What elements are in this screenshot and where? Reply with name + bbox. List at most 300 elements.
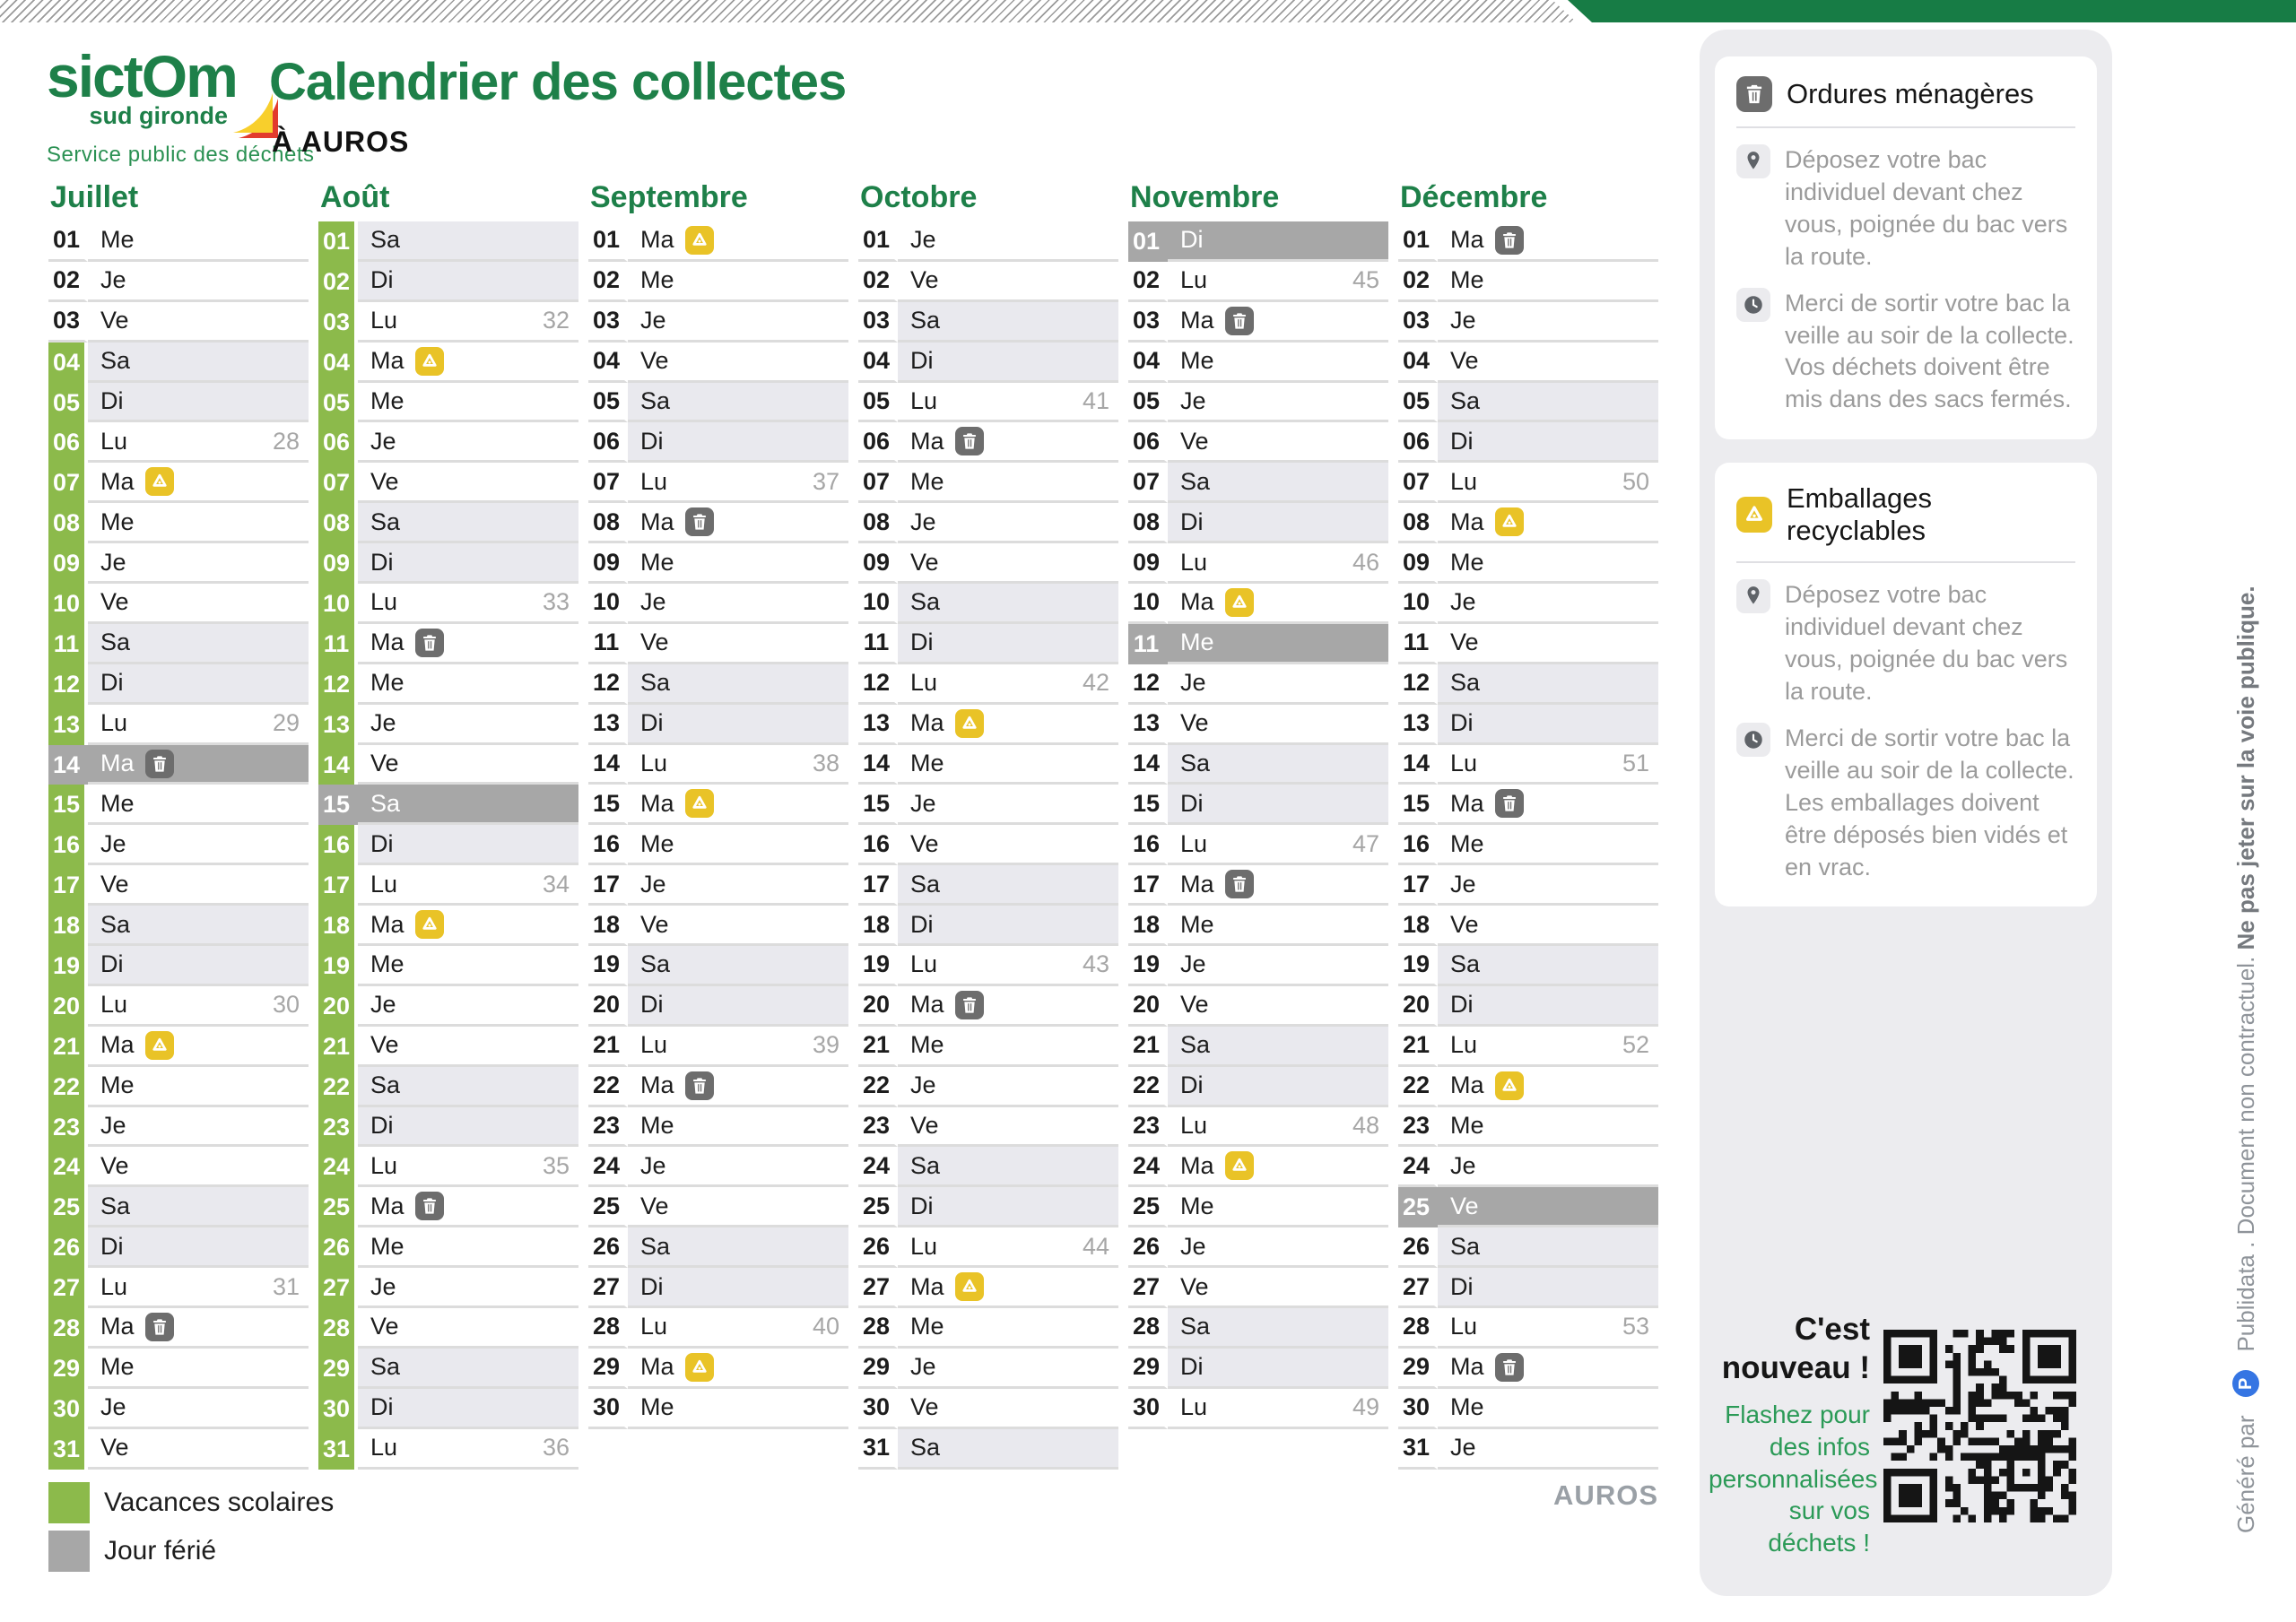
trash-icon — [955, 427, 984, 455]
day-abbrev: Je — [1180, 669, 1206, 697]
day-number: 22 — [1398, 1067, 1438, 1107]
day-row — [48, 383, 309, 423]
day-abbrev: Me — [910, 1031, 944, 1059]
month-title: Novembre — [1130, 180, 1280, 214]
day-cell — [88, 986, 309, 1027]
day-abbrev: Me — [640, 829, 674, 857]
day-row — [318, 1308, 578, 1349]
info-bullet-text: Déposez votre bac individuel devant chez vous, poignée du bac vers la route. — [1785, 146, 2068, 270]
day-cell — [88, 343, 309, 383]
day-cell — [88, 1147, 309, 1187]
day-number: 01 — [48, 221, 88, 262]
day-abbrev: Sa — [100, 1192, 131, 1219]
day-number: 30 — [1128, 1389, 1168, 1429]
day-number: 17 — [1398, 865, 1438, 906]
day-row — [1398, 986, 1658, 1027]
day-cell — [1438, 1147, 1658, 1187]
legend-label: Vacances scolaires — [104, 1488, 335, 1517]
day-number: 30 — [858, 1389, 898, 1429]
day-abbrev: Je — [640, 870, 666, 898]
calendar-grid — [48, 182, 1658, 1470]
day-row — [1128, 664, 1388, 705]
day-abbrev: Di — [370, 829, 394, 857]
day-abbrev: Lu — [370, 870, 398, 898]
edge-note — [2226, 585, 2266, 1533]
sictom-logo — [47, 43, 315, 168]
day-cell — [1168, 262, 1388, 302]
day-number: 31 — [318, 1429, 358, 1470]
day-number: 25 — [318, 1187, 358, 1227]
day-number: 18 — [588, 906, 628, 946]
day-number: 13 — [588, 705, 628, 745]
day-cell — [1438, 343, 1658, 383]
day-row — [318, 1227, 578, 1268]
day-abbrev: Lu — [910, 387, 938, 414]
day-cell — [628, 1349, 848, 1389]
day-cell — [898, 584, 1118, 624]
day-cell — [898, 422, 1118, 463]
day-abbrev: Ve — [640, 910, 669, 938]
day-abbrev: Lu — [100, 709, 128, 737]
day-row — [1398, 302, 1658, 343]
day-number: 13 — [1128, 705, 1168, 745]
day-row — [48, 422, 309, 463]
day-abbrev: Ve — [910, 829, 939, 857]
day-number: 08 — [1398, 503, 1438, 543]
day-row — [318, 503, 578, 543]
page-subtitle: À AUROS — [272, 126, 410, 158]
day-row — [1398, 1429, 1658, 1470]
day-number: 01 — [318, 221, 358, 262]
day-abbrev: Lu — [910, 950, 938, 978]
day-cell — [898, 785, 1118, 825]
legend-label: Jour férié — [104, 1536, 217, 1566]
day-cell — [358, 1107, 578, 1148]
day-number: 13 — [1398, 705, 1438, 745]
day-abbrev: Lu — [370, 1151, 398, 1179]
week-number: 34 — [542, 870, 570, 898]
day-row — [1128, 865, 1388, 906]
day-cell — [1168, 584, 1388, 624]
info-bullet — [1736, 579, 2075, 708]
day-number: 10 — [318, 584, 358, 624]
day-row — [1128, 1389, 1388, 1429]
day-abbrev: Lu — [100, 427, 128, 455]
day-row — [588, 343, 848, 383]
day-number: 05 — [48, 383, 88, 423]
day-row — [48, 221, 309, 262]
day-cell — [1438, 664, 1658, 705]
day-number: 25 — [858, 1187, 898, 1227]
day-number: 24 — [1128, 1147, 1168, 1187]
day-row — [858, 1349, 1118, 1389]
day-abbrev: Di — [910, 347, 934, 375]
day-abbrev: Me — [1180, 1192, 1214, 1219]
day-cell — [1438, 584, 1658, 624]
day-row — [588, 1027, 848, 1067]
day-number: 20 — [588, 986, 628, 1027]
day-row — [1128, 1107, 1388, 1148]
day-row — [1398, 1147, 1658, 1187]
day-abbrev: Ve — [910, 1393, 939, 1421]
day-cell — [898, 705, 1118, 745]
day-cell — [1438, 946, 1658, 986]
day-abbrev: Me — [1180, 910, 1214, 938]
day-number: 14 — [318, 745, 358, 785]
day-number: 18 — [48, 906, 88, 946]
day-number: 23 — [1128, 1107, 1168, 1148]
day-abbrev: Me — [1450, 266, 1484, 294]
holiday-swatch — [48, 1531, 90, 1572]
day-cell — [628, 262, 848, 302]
day-abbrev: Ma — [910, 991, 944, 1019]
day-abbrev: Ma — [100, 1313, 135, 1340]
day-row — [858, 302, 1118, 343]
day-number: 02 — [1398, 262, 1438, 302]
day-row — [588, 946, 848, 986]
logo-tagline: Service public des déchets — [47, 143, 315, 167]
trash-icon — [1225, 307, 1254, 335]
day-cell — [358, 383, 578, 423]
day-abbrev: Je — [370, 1272, 396, 1300]
week-number: 33 — [542, 588, 570, 616]
day-cell — [628, 1027, 848, 1067]
trash-icon — [1495, 1353, 1524, 1382]
day-abbrev: Me — [100, 1071, 135, 1099]
day-cell — [358, 1187, 578, 1227]
day-abbrev: Lu — [1450, 750, 1478, 777]
day-row — [1398, 383, 1658, 423]
day-cell — [1438, 383, 1658, 423]
day-abbrev: Je — [1180, 1232, 1206, 1260]
day-number: 18 — [858, 906, 898, 946]
day-abbrev: Me — [100, 789, 135, 817]
day-row — [858, 1147, 1118, 1187]
day-row — [588, 262, 848, 302]
week-number: 37 — [812, 467, 839, 495]
day-abbrev: Sa — [370, 226, 401, 254]
day-number: 21 — [588, 1027, 628, 1067]
day-row — [1128, 705, 1388, 745]
day-number: 12 — [588, 664, 628, 705]
day-abbrev: Sa — [1180, 1313, 1211, 1340]
day-abbrev: Je — [1180, 950, 1206, 978]
recycle-icon — [1736, 497, 1772, 533]
day-abbrev: Lu — [1180, 266, 1208, 294]
day-abbrev: Ma — [910, 427, 944, 455]
day-number: 03 — [588, 302, 628, 343]
day-abbrev: Sa — [640, 387, 671, 414]
day-abbrev: Lu — [640, 1313, 668, 1340]
day-abbrev: Me — [100, 1353, 135, 1381]
day-cell — [88, 705, 309, 745]
day-abbrev: Di — [910, 629, 934, 656]
month-column-septembre — [588, 182, 848, 1470]
day-abbrev: Je — [100, 266, 126, 294]
promo-text: Flashez pour des infos personnalisées sur vos déchets ! — [1709, 1401, 1878, 1557]
day-cell — [898, 664, 1118, 705]
day-cell — [88, 463, 309, 503]
day-cell — [1168, 1147, 1388, 1187]
day-abbrev: Ve — [1180, 991, 1209, 1019]
day-number: 20 — [48, 986, 88, 1027]
day-row — [858, 1308, 1118, 1349]
day-cell — [358, 262, 578, 302]
day-cell — [358, 1308, 578, 1349]
day-abbrev: Je — [1450, 307, 1476, 334]
day-cell — [898, 503, 1118, 543]
day-cell — [628, 1107, 848, 1148]
day-abbrev: Lu — [640, 750, 668, 777]
day-row — [858, 262, 1118, 302]
day-cell — [1168, 745, 1388, 785]
day-row — [318, 1067, 578, 1107]
top-decorative-band — [0, 0, 2296, 22]
page-title: Calendrier des collectes — [269, 53, 847, 111]
day-abbrev: Lu — [1180, 1393, 1208, 1421]
day-abbrev: Sa — [100, 347, 131, 375]
day-abbrev: Di — [1180, 507, 1204, 535]
day-cell — [88, 302, 309, 343]
day-row — [858, 906, 1118, 946]
day-abbrev: Di — [370, 548, 394, 576]
day-abbrev: Je — [910, 1353, 936, 1381]
day-cell — [628, 785, 848, 825]
day-cell — [1438, 986, 1658, 1027]
day-cell — [1438, 745, 1658, 785]
day-abbrev: Me — [910, 750, 944, 777]
trash-icon — [685, 507, 714, 536]
day-number: 26 — [588, 1227, 628, 1268]
day-number: 20 — [858, 986, 898, 1027]
day-cell — [1438, 825, 1658, 865]
day-number: 22 — [858, 1067, 898, 1107]
day-number: 29 — [1398, 1349, 1438, 1389]
day-cell — [1168, 825, 1388, 865]
day-cell — [88, 1067, 309, 1107]
day-row — [48, 946, 309, 986]
day-row — [1398, 343, 1658, 383]
recycle-icon — [415, 910, 444, 939]
day-row — [1398, 825, 1658, 865]
day-cell — [358, 1027, 578, 1067]
day-cell — [898, 1147, 1118, 1187]
day-cell — [1168, 302, 1388, 343]
day-row — [318, 664, 578, 705]
day-row — [48, 664, 309, 705]
day-number: 25 — [48, 1187, 88, 1227]
day-abbrev: Sa — [370, 1071, 401, 1099]
day-number: 28 — [1398, 1308, 1438, 1349]
recycle-icon — [1495, 507, 1524, 536]
day-number: 25 — [1128, 1187, 1168, 1227]
day-abbrev: Di — [100, 950, 124, 978]
day-abbrev: Sa — [640, 1232, 671, 1260]
day-cell — [628, 865, 848, 906]
day-abbrev: Di — [1180, 1353, 1204, 1381]
day-number: 19 — [1398, 946, 1438, 986]
day-row — [1128, 1227, 1388, 1268]
day-abbrev: Ma — [100, 467, 135, 495]
day-number: 15 — [588, 785, 628, 825]
day-number: 12 — [48, 664, 88, 705]
day-cell — [1168, 383, 1388, 423]
day-row — [588, 422, 848, 463]
day-number: 25 — [1398, 1187, 1438, 1227]
day-number: 17 — [318, 865, 358, 906]
day-row — [858, 785, 1118, 825]
day-abbrev: Lu — [370, 1434, 398, 1462]
logo-region: sud gironde — [89, 102, 228, 129]
day-cell — [358, 343, 578, 383]
day-cell — [88, 906, 309, 946]
day-abbrev: Lu — [910, 669, 938, 697]
day-cell — [1438, 1027, 1658, 1067]
day-cell — [88, 1308, 309, 1349]
day-abbrev: Lu — [100, 991, 128, 1019]
day-number: 10 — [858, 584, 898, 624]
day-row — [858, 543, 1118, 584]
day-cell — [898, 865, 1118, 906]
day-number: 26 — [318, 1227, 358, 1268]
day-abbrev: Je — [1450, 1151, 1476, 1179]
day-abbrev: Ve — [1450, 1192, 1479, 1219]
day-abbrev: Di — [100, 387, 124, 414]
day-cell — [358, 1067, 578, 1107]
week-number: 44 — [1082, 1232, 1109, 1260]
day-number: 28 — [48, 1308, 88, 1349]
day-number: 21 — [1398, 1027, 1438, 1067]
recycle-icon — [1225, 1151, 1254, 1180]
day-cell — [358, 463, 578, 503]
day-row — [588, 1389, 848, 1429]
day-cell — [628, 825, 848, 865]
clock-icon — [1736, 723, 1770, 757]
day-number: 30 — [588, 1389, 628, 1429]
day-number: 21 — [858, 1027, 898, 1067]
week-number: 46 — [1352, 548, 1379, 576]
day-abbrev: Sa — [640, 669, 671, 697]
day-cell — [628, 1389, 848, 1429]
day-abbrev: Je — [640, 307, 666, 334]
day-abbrev: Sa — [100, 629, 131, 656]
day-abbrev: Sa — [370, 507, 401, 535]
day-abbrev: Ma — [1180, 1151, 1214, 1179]
day-row — [1128, 1187, 1388, 1227]
day-row — [1128, 1027, 1388, 1067]
day-row — [318, 422, 578, 463]
day-number: 27 — [48, 1268, 88, 1308]
day-row — [588, 1227, 848, 1268]
day-number: 30 — [48, 1389, 88, 1429]
day-row — [588, 383, 848, 423]
day-cell — [628, 1147, 848, 1187]
day-row — [858, 825, 1118, 865]
location-watermark: AUROS — [1553, 1479, 1658, 1511]
day-row — [1398, 785, 1658, 825]
day-number: 05 — [588, 383, 628, 423]
day-abbrev: Ve — [370, 467, 399, 495]
day-cell — [358, 825, 578, 865]
day-row — [48, 865, 309, 906]
month-column-décembre — [1398, 182, 1658, 1470]
day-cell — [88, 664, 309, 705]
day-number: 27 — [858, 1268, 898, 1308]
day-number: 06 — [1398, 422, 1438, 463]
day-abbrev: Lu — [910, 1232, 938, 1260]
day-number: 24 — [1398, 1147, 1438, 1187]
day-cell — [898, 1308, 1118, 1349]
day-number: 06 — [318, 422, 358, 463]
day-number: 23 — [588, 1107, 628, 1148]
day-row — [588, 705, 848, 745]
day-cell — [1168, 785, 1388, 825]
day-cell — [628, 705, 848, 745]
day-abbrev: Ve — [1180, 709, 1209, 737]
day-number: 22 — [588, 1067, 628, 1107]
day-cell — [358, 705, 578, 745]
day-row — [1398, 1227, 1658, 1268]
day-cell — [898, 1349, 1118, 1389]
day-number: 24 — [588, 1147, 628, 1187]
day-abbrev: Ve — [640, 1192, 669, 1219]
day-number: 06 — [48, 422, 88, 463]
day-cell — [628, 422, 848, 463]
day-cell — [88, 624, 309, 664]
day-row — [1398, 422, 1658, 463]
day-abbrev: Ve — [640, 629, 669, 656]
day-cell — [88, 262, 309, 302]
week-number: 47 — [1352, 829, 1379, 857]
day-row — [318, 1147, 578, 1187]
day-number: 14 — [1128, 745, 1168, 785]
day-abbrev: Ma — [100, 750, 135, 777]
day-row — [1398, 906, 1658, 946]
day-cell — [1438, 1349, 1658, 1389]
day-number: 19 — [318, 946, 358, 986]
day-cell — [88, 1349, 309, 1389]
info-bullet-text: Merci de sortir votre bac la veille au soir de la collecte. Les emballages doivent être déposés bien vidés et en vrac. — [1785, 724, 2074, 880]
day-number: 25 — [588, 1187, 628, 1227]
week-number: 52 — [1622, 1031, 1649, 1059]
day-cell — [898, 1227, 1118, 1268]
day-abbrev: Sa — [1180, 1031, 1211, 1059]
day-abbrev: Di — [1450, 709, 1474, 737]
week-number: 48 — [1352, 1112, 1379, 1140]
day-abbrev: Ma — [1450, 226, 1484, 254]
day-row — [858, 584, 1118, 624]
day-cell — [898, 383, 1118, 423]
day-row — [1398, 1308, 1658, 1349]
day-abbrev: Sa — [1450, 387, 1481, 414]
day-number: 16 — [858, 825, 898, 865]
day-abbrev: Lu — [1450, 1313, 1478, 1340]
day-abbrev: Je — [100, 1393, 126, 1421]
day-cell — [1438, 1107, 1658, 1148]
day-row — [858, 1268, 1118, 1308]
trash-icon — [415, 1192, 444, 1220]
day-cell — [88, 1389, 309, 1429]
day-abbrev: Me — [100, 226, 135, 254]
day-row — [1398, 705, 1658, 745]
day-row — [318, 543, 578, 584]
day-abbrev: Ve — [100, 588, 129, 616]
day-cell — [1438, 302, 1658, 343]
day-row — [318, 1027, 578, 1067]
day-cell — [88, 946, 309, 986]
day-cell — [88, 745, 309, 785]
day-cell — [1168, 1308, 1388, 1349]
